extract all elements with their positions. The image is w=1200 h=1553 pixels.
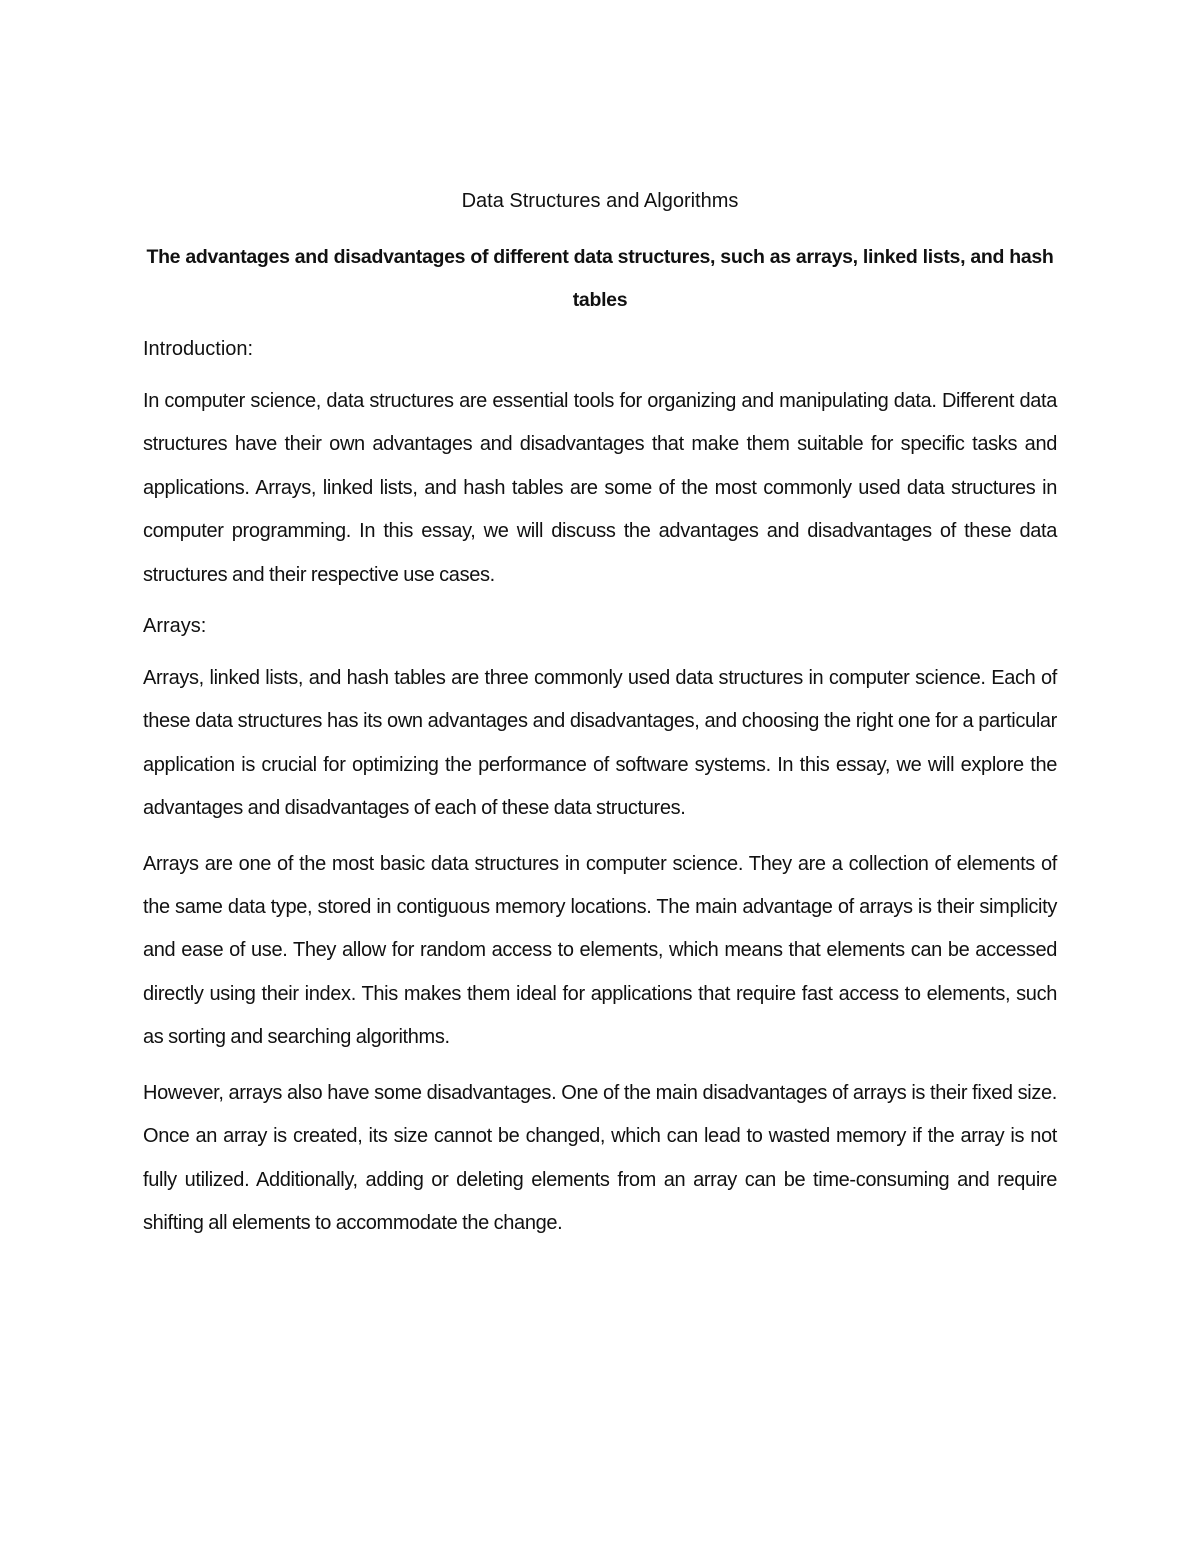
document-body <box>143 186 1057 1259</box>
paragraph-arrays-disadvantages: However, arrays also have some disadvantages. One of the main disadvantages of arrays is their fixed size. Once an array is created, its size cannot be changed, which can lead to wasted memory if the array is not fully utilized. Additionally, adding or deleting elements from an array can be time-consuming and require shifting all elements to accommodate the change. <box>143 1081 1057 1234</box>
section-heading-introduction: Introduction: <box>143 338 254 360</box>
document-subtitle: The advantages and disadvantages of different data structures, such as arrays, linked lists, and hash tables <box>146 246 1054 311</box>
paragraph-arrays-overview: Arrays, linked lists, and hash tables are three commonly used data structures in computer science. Each of these data structures has its own advantages and disadvantages, and choosing the right one for a particular application is crucial for optimizing the performance of software systems. In this essay, we will explore the advantages and disadvantages of each of these data structures. <box>143 667 1057 820</box>
paragraph-introduction: In computer science, data structures are essential tools for organizing and manipulating data. Different data structures have their own advantages and disadvantages that make them suitable for specific tasks and applications. Arrays, linked lists, and hash tables are some of the most commonly used data structures in computer programming. In this essay, we will discuss the advantages and disadvantages of these data structures and their respective use cases. <box>143 390 1057 586</box>
document-title: Data Structures and Algorithms <box>461 190 739 212</box>
paragraph-arrays-advantages: Arrays are one of the most basic data structures in computer science. They are a collection of elements of the same data type, stored in contiguous memory locations. The main advantage of arrays is their simplicity and ease of use. They allow for random access to elements, which means that elements can be accessed directly using their index. This makes them ideal for applications that require fast access to elements, such as sorting and searching algorithms. <box>143 852 1057 1049</box>
section-heading-arrays: Arrays: <box>143 615 207 638</box>
